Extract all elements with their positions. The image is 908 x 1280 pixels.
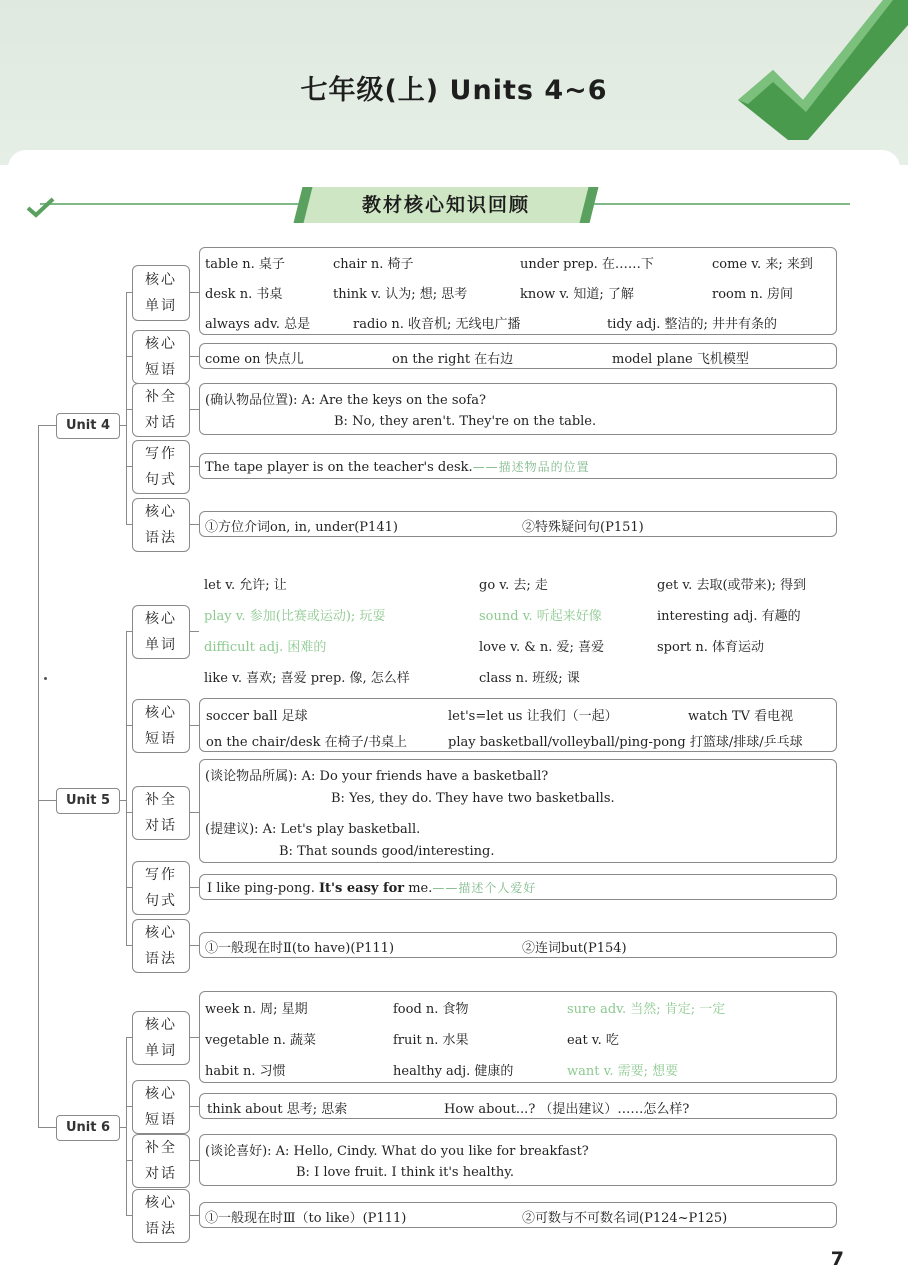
unit4-vocab-box: [199, 247, 837, 335]
small-check-icon: [26, 196, 56, 218]
vocab-item: like v. 喜欢; 喜爱 prep. 像, 怎么样: [204, 671, 410, 686]
phrase-item: let's=let us 让我们（一起）: [448, 709, 618, 724]
cat-text: 核心: [145, 336, 177, 352]
vocab-item: sport n. 体育运动: [657, 640, 765, 655]
vocab-item: interesting adj. 有趣的: [657, 609, 801, 624]
unit4-label: Unit 4: [56, 413, 120, 439]
phrase-item: How about...? （提出建议）……怎么样?: [444, 1102, 690, 1117]
unit4-dialogue-box: [199, 383, 837, 435]
unit5-grammar-label: [132, 919, 190, 973]
unit5-label: Unit 5: [56, 788, 120, 814]
cat-text: 语法: [145, 951, 177, 967]
grammar-item: ②可数与不可数名词(P124~P125): [522, 1211, 728, 1226]
unit4-phrases-label: [132, 330, 190, 384]
unit6-dialogue-label: [132, 1134, 190, 1188]
vocab-item: class n. 班级; 课: [479, 671, 580, 686]
connector: [38, 800, 56, 801]
unit6-phrases-box: [199, 1093, 837, 1119]
unit5-phrases-box: [199, 698, 837, 752]
vocab-item: eat v. 吃: [567, 1033, 619, 1048]
vocab-item: week n. 周; 星期: [205, 1002, 308, 1017]
unit4-phrases-box: [199, 343, 837, 369]
cat-text: 单词: [145, 637, 177, 653]
phrase-item: think about 思考; 思索: [207, 1102, 348, 1117]
cat-text: 补全: [145, 1140, 177, 1156]
phrase-item: on the right 在右边: [392, 352, 514, 367]
unit6-label: Unit 6: [56, 1115, 120, 1141]
dialogue-line: B: No, they aren't. They're on the table.: [334, 414, 597, 429]
cat-text: 句式: [145, 472, 177, 488]
cat-text: 核心: [145, 1195, 177, 1211]
unit5-vocab-label: [132, 605, 190, 659]
cat-text: 核心: [145, 1086, 177, 1102]
vocab-item: go v. 去; 走: [479, 578, 548, 593]
cat-text: 语法: [145, 530, 177, 546]
cat-text: 对话: [145, 415, 177, 431]
writing-text: The tape player is on the teacher's desk.: [205, 460, 473, 475]
unit5-vocab-box: [199, 567, 837, 691]
phrase-item: come on 快点儿: [205, 352, 304, 367]
unit5-branch: [126, 631, 127, 945]
grammar-item: ①一般现在时Ⅲ（to like）(P111): [205, 1211, 407, 1226]
vocab-item: let v. 允许; 让: [204, 578, 287, 593]
writing-text: I like ping-pong.: [207, 881, 319, 896]
unit6-grammar-box: [199, 1202, 837, 1228]
vocab-item: desk n. 书桌: [205, 287, 283, 302]
unit5-writing-box: [199, 874, 837, 900]
vocab-item: tidy adj. 整洁的; 井井有条的: [607, 317, 778, 332]
cat-text: 补全: [145, 792, 177, 808]
writing-sentence: [205, 458, 590, 475]
vocab-item: get v. 去取(或带来); 得到: [657, 578, 807, 593]
cat-text: 补全: [145, 389, 177, 405]
phrase-item: play basketball/volleyball/ping-pong 打篮球/排球/乒乓球: [448, 735, 803, 750]
grammar-item: ①方位介词on, in, under(P141): [205, 520, 398, 535]
cat-text: 短语: [145, 362, 177, 378]
unit6-phrases-label: [132, 1080, 190, 1134]
vocab-item: food n. 食物: [393, 1002, 469, 1017]
vocab-item: under prep. 在……下: [520, 257, 654, 272]
grammar-item: ②连词but(P154): [522, 941, 627, 956]
dialogue-line: B: I love fruit. I think it's healthy.: [296, 1165, 515, 1180]
cat-text: 核心: [145, 705, 177, 721]
tree-trunk: [38, 425, 39, 1128]
dialogue-line: B: Yes, they do. They have two basketballs.: [331, 791, 615, 806]
unit4-writing-box: [199, 453, 837, 479]
unit4-branch: [126, 292, 127, 524]
vocab-item: want v. 需要; 想要: [567, 1064, 679, 1079]
dialogue-line: B: That sounds good/interesting.: [279, 844, 495, 859]
unit6-vocab-label: [132, 1011, 190, 1065]
grammar-item: ①一般现在时Ⅱ(to have)(P111): [205, 941, 395, 956]
writing-bold-text: It's easy for: [318, 881, 405, 896]
cat-text: 对话: [145, 818, 177, 834]
cat-text: 写作: [145, 446, 177, 462]
cat-text: 核心: [145, 1017, 177, 1033]
phrase-item: watch TV 看电视: [688, 709, 794, 724]
unit4-writing-label: [132, 440, 190, 494]
cat-text: 核心: [145, 611, 177, 627]
phrase-item: on the chair/desk 在椅子/书桌上: [206, 735, 407, 750]
dot-mark: [44, 677, 47, 680]
writing-text: me.: [404, 881, 433, 896]
section-title: 教材核心知识回顾: [361, 194, 530, 216]
unit6-branch: [126, 1037, 127, 1216]
vocab-item: know v. 知道; 了解: [520, 287, 634, 302]
vocab-item: habit n. 习惯: [205, 1064, 286, 1079]
writing-note: ——描述物品的位置: [472, 460, 590, 474]
unit5-grammar-box: [199, 932, 837, 958]
vocab-item: room n. 房间: [712, 287, 793, 302]
unit4-grammar-label: [132, 498, 190, 552]
unit4-grammar-box: [199, 511, 837, 537]
cat-text: 核心: [145, 272, 177, 288]
vocab-item: table n. 桌子: [205, 257, 285, 272]
vocab-item: come v. 来; 来到: [712, 257, 813, 272]
cat-text: 语法: [145, 1221, 177, 1237]
page-title: 七年级(上) Units 4~6: [300, 75, 608, 106]
vocab-item: fruit n. 水果: [393, 1033, 469, 1048]
cat-text: 短语: [145, 731, 177, 747]
cat-text: 单词: [145, 298, 177, 314]
dialogue-line: (确认物品位置): A: Are the keys on the sofa?: [205, 393, 486, 408]
vocab-item: vegetable n. 蔬菜: [205, 1033, 316, 1048]
vocab-item: radio n. 收音机; 无线电广播: [353, 317, 521, 332]
connector: [38, 425, 56, 426]
cat-text: 核心: [145, 504, 177, 520]
writing-note: ——描述个人爱好: [432, 881, 537, 895]
unit5-phrases-label: [132, 699, 190, 753]
vocab-item: think v. 认为; 想; 思考: [333, 287, 468, 302]
dialogue-line: (谈论喜好): A: Hello, Cindy. What do you like for breakfast?: [205, 1144, 589, 1159]
cat-text: 短语: [145, 1112, 177, 1128]
cat-text: 写作: [145, 867, 177, 883]
unit5-dialogue-label: [132, 786, 190, 840]
vocab-item: sure adv. 当然; 肯定; 一定: [567, 1002, 726, 1017]
phrase-item: soccer ball 足球: [206, 709, 308, 724]
vocab-item: difficult adj. 困难的: [204, 640, 327, 655]
dialogue-line: (谈论物品所属): A: Do your friends have a basketball?: [205, 769, 549, 784]
dialogue-line: (提建议): A: Let's play basketball.: [205, 822, 421, 837]
vocab-item: sound v. 听起来好像: [479, 609, 602, 624]
vocab-item: healthy adj. 健康的: [393, 1064, 514, 1079]
unit6-grammar-label: [132, 1189, 190, 1243]
unit5-writing-label: [132, 861, 190, 915]
writing-sentence: [207, 879, 536, 896]
connector: [38, 1127, 56, 1128]
phrase-item: model plane 飞机模型: [612, 352, 749, 367]
cat-text: 核心: [145, 925, 177, 941]
vocab-item: love v. & n. 爱; 喜爱: [479, 640, 605, 655]
vocab-item: chair n. 椅子: [333, 257, 414, 272]
vocab-item: always adv. 总是: [205, 317, 311, 332]
grammar-item: ②特殊疑问句(P151): [522, 520, 644, 535]
vocab-item: play v. 参加(比赛或运动); 玩耍: [204, 609, 386, 624]
cat-text: 单词: [145, 1043, 177, 1059]
cat-text: 句式: [145, 893, 177, 909]
unit4-dialogue-label: [132, 383, 190, 437]
unit4-vocab-label: [132, 265, 190, 321]
page-number: 7: [830, 1248, 844, 1270]
unit6-vocab-box: [199, 991, 837, 1083]
unit6-dialogue-box: [199, 1134, 837, 1186]
unit5-dialogue-box: [199, 759, 837, 863]
cat-text: 对话: [145, 1166, 177, 1182]
